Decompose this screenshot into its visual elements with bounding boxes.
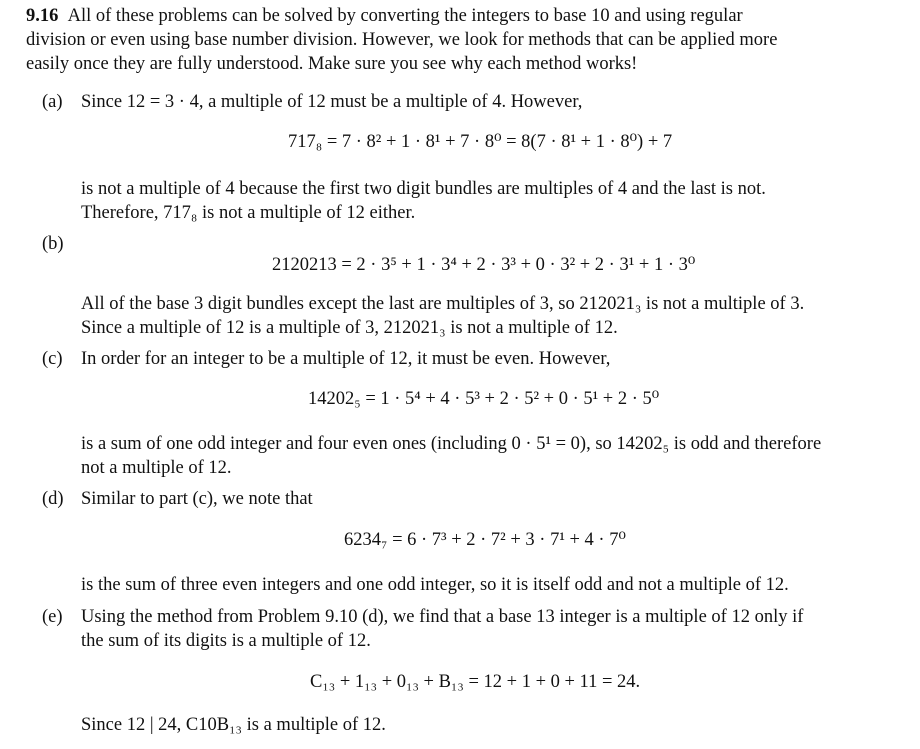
- part-e-equation: C₁₃ + 1₁₃ + 0₁₃ + B₁₃ = 12 + 1 + 0 + 11 = 24.: [310, 672, 641, 692]
- part-e-text-2: the sum of its digits is a multiple of 12.: [81, 631, 371, 651]
- part-a-text-3: Therefore, 717₈ is not a multiple of 12 either.: [81, 203, 416, 223]
- part-c-label: (c): [42, 349, 63, 369]
- part-b-text-1: All of the base 3 digit bundles except the last are multiples of 3, so 212021₃ is not a multiple of 3.: [81, 294, 805, 314]
- intro-line-2: division or even using base number division. However, we look for methods that can be applied more: [26, 30, 778, 50]
- part-a-equation: 717₈ = 7 · 8² + 1 · 8¹ + 7 · 8⁰ = 8(7 · 8¹ + 1 · 8⁰) + 7: [288, 132, 673, 152]
- part-c-text-1: In order for an integer to be a multiple of 12, it must be even. However,: [81, 349, 611, 369]
- part-d-text-2: is the sum of three even integers and one odd integer, so it is itself odd and not a multiple of 12.: [81, 575, 789, 595]
- part-e-label: (e): [42, 607, 63, 627]
- part-d-equation: 6234₇ = 6 · 7³ + 2 · 7² + 3 · 7¹ + 4 · 7⁰: [344, 530, 626, 550]
- part-b-text-2: Since a multiple of 12 is a multiple of 3, 212021₃ is not a multiple of 12.: [81, 318, 618, 338]
- part-e-text-3: Since 12 | 24, C10B₁₃ is a multiple of 12.: [81, 715, 386, 735]
- part-a-text-2: is not a multiple of 4 because the first two digit bundles are multiples of 4 and the last is not.: [81, 179, 766, 199]
- intro-text-1: All of these problems can be solved by converting the integers to base 10 and using regular: [67, 6, 743, 26]
- part-e-text-1: Using the method from Problem 9.10 (d), we find that a base 13 integer is a multiple of 12 only if: [81, 607, 804, 627]
- intro-line-3: easily once they are fully understood. Make sure you see why each method works!: [26, 54, 638, 74]
- problem-number: 9.16: [26, 6, 59, 26]
- part-c-equation: 14202₅ = 1 · 5⁴ + 4 · 5³ + 2 · 5² + 0 · 5¹ + 2 · 5⁰: [308, 389, 660, 409]
- part-b-equation: 2120213 = 2 · 3⁵ + 1 · 3⁴ + 2 · 3³ + 0 · 3² + 2 · 3¹ + 1 · 3⁰: [272, 255, 696, 275]
- part-c-text-2: is a sum of one odd integer and four even ones (including 0 · 5¹ = 0), so 14202₅ is odd and therefore: [81, 434, 822, 454]
- part-b-label: (b): [42, 234, 64, 254]
- intro-line-1: [26, 4, 743, 28]
- part-d-text-1: Similar to part (c), we note that: [81, 489, 313, 509]
- part-c-text-3: not a multiple of 12.: [81, 458, 232, 478]
- part-d-label: (d): [42, 489, 64, 509]
- part-a-text-1: Since 12 = 3 · 4, a multiple of 12 must be a multiple of 4. However,: [81, 92, 583, 112]
- part-a-label: (a): [42, 92, 63, 112]
